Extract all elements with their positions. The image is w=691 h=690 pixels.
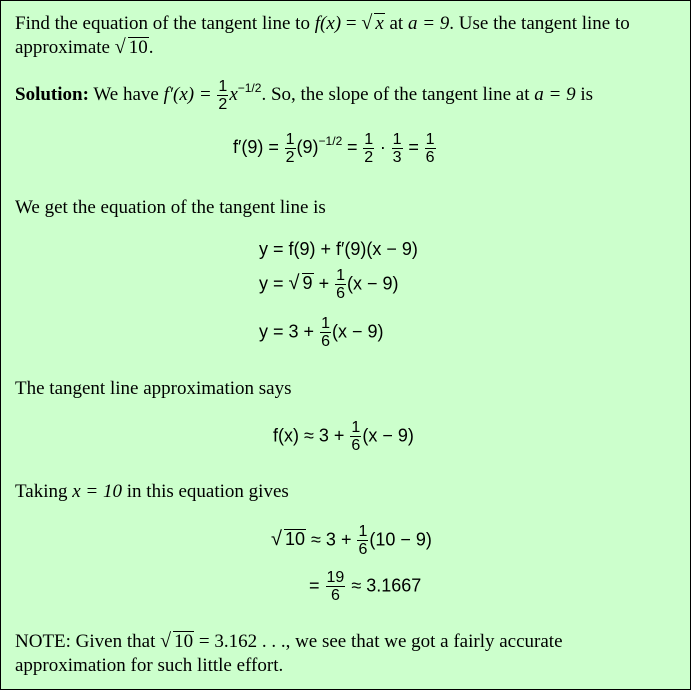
fraction: $\frac{1}{6}$	[425, 131, 435, 166]
problem-text: at	[389, 13, 404, 34]
equals-sign: =	[408, 136, 419, 157]
tangent-eq-2: y = √ 9 + $\frac{1}{6}$ (x − 9)	[259, 267, 399, 302]
note-line-1: NOTE: Given that √ 10 = 3.162 . . ., we see that we got a fairly accurate	[15, 630, 563, 652]
x-variable: x	[229, 84, 238, 105]
fraction: $\frac{1}{3}$	[392, 131, 402, 166]
solution-text: We have	[93, 84, 159, 105]
problem-text: Find the equation of the tangent line to	[15, 13, 310, 34]
sqrt-x: √ x	[361, 12, 384, 34]
period: .	[148, 37, 154, 58]
slope-lhs: f′(9) =	[233, 136, 279, 157]
exponent: −1/2	[318, 133, 343, 148]
approx-equation: f(x) ≈ 3 + $\frac{1}{6}$ (x − 9)	[273, 419, 414, 454]
tangent-eq-1: y = f(9) + f′(9)(x − 9)	[259, 239, 418, 259]
tangent-eq-3: y = 3 + $\frac{1}{6}$ (x − 9)	[259, 315, 384, 350]
function-notation: f(x)	[314, 13, 342, 34]
point-a: a = 9	[534, 84, 576, 105]
derivative-notation: f′(x) =	[163, 84, 212, 105]
solution-label: Solution:	[15, 84, 89, 105]
tangent-intro: We get the equation of the tangent line is	[15, 197, 326, 218]
exponent: −1/2	[237, 81, 262, 95]
approx-intro: The tangent line approximation says	[15, 378, 292, 399]
point-a: a = 9	[407, 13, 450, 34]
equals-sign: =	[347, 136, 358, 157]
problem-text: . Use the tangent line to	[449, 13, 630, 34]
final-eq-2: = $\frac{19}{6}$ ≈ 3.1667	[309, 569, 422, 604]
taking-line: Taking x = 10 in this equation gives	[15, 481, 289, 502]
x-value: x = 10	[72, 481, 123, 502]
nine: (9)	[296, 136, 319, 157]
sqrt-10: √ 10	[114, 36, 148, 58]
solution-text: . So, the slope of the tangent line at	[261, 84, 530, 105]
problem-text: approximate	[15, 37, 110, 58]
fraction-one-half: $\frac{1}{2}$	[218, 78, 228, 114]
fraction: $\frac{1}{2}$	[285, 131, 295, 166]
note-line-2: approximation for such little effort.	[15, 655, 284, 676]
problem-line-2	[15, 37, 153, 59]
problem-line-1	[15, 13, 630, 35]
slope-equation	[233, 131, 437, 166]
fraction: $\frac{1}{2}$	[364, 131, 374, 166]
solution-line	[15, 75, 593, 115]
dot-operator: ·	[379, 136, 386, 157]
final-eq-1: √ 10 ≈ 3 + $\frac{1}{6}$ (10 − 9)	[271, 523, 432, 558]
solution-text: is	[580, 84, 594, 105]
equals-sign: =	[345, 13, 357, 34]
